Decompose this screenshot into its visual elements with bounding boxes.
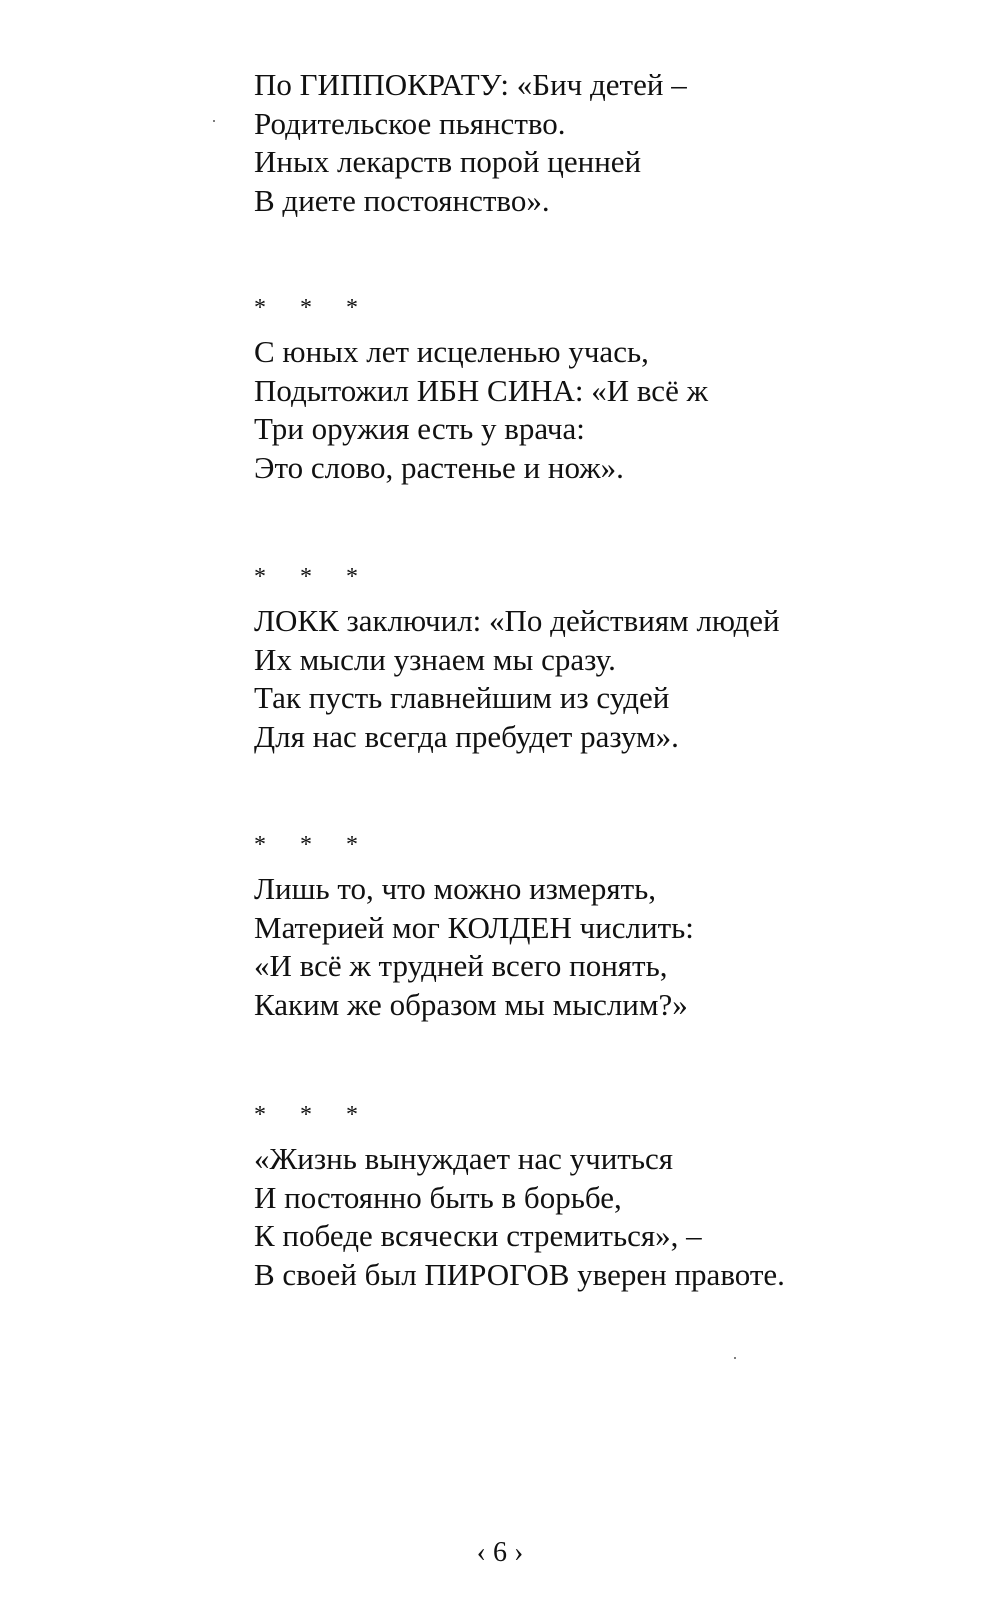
verse-line: Материей мог КОЛДЕН числить:: [254, 909, 694, 945]
verse-line: Три оружия есть у врача:: [254, 411, 585, 446]
verse-line: ЛОКК заключил: «По действиям людей: [254, 603, 780, 638]
verse-line: Для нас всегда пребудет разум».: [254, 718, 679, 754]
stanza-separator: * * *: [254, 564, 372, 590]
stanza-3: [254, 562, 954, 756]
page-number: ‹ 6 ›: [476, 1537, 524, 1568]
stanza-2: [254, 293, 954, 487]
verse-line: Их мысли узнаем мы сразу.: [254, 641, 616, 677]
verse-line: «Жизнь вынуждает нас учиться: [254, 1141, 673, 1176]
verse-line: Иных лекарств порой ценней: [254, 144, 642, 179]
verse-line: По ГИППОКРАТУ: «Бич детей –: [254, 67, 687, 102]
verse-line: И постоянно быть в борьбе,: [254, 1179, 622, 1215]
verse-line: Так пусть главнейшим из судей: [254, 680, 670, 715]
stanza-separator: * * *: [254, 832, 372, 858]
verse-line: Это слово, растенье и нож».: [254, 449, 624, 485]
scan-speck: [734, 1357, 736, 1359]
scan-speck: [213, 120, 215, 122]
stanza-5: [254, 1100, 954, 1294]
stanza-separator: * * *: [254, 295, 372, 321]
verse-line: С юных лет исцеленью учась,: [254, 334, 649, 369]
verse-line: К победе всячески стремиться», –: [254, 1218, 702, 1253]
verse-line: Лишь то, что можно измерять,: [254, 871, 657, 906]
stanza-1: [254, 66, 954, 220]
verse-line: Каким же образом мы мыслим?»: [254, 986, 688, 1022]
verse-line: В своей был ПИРОГОВ уверен правоте.: [254, 1256, 785, 1292]
verse-line: «И всё ж трудней всего понять,: [254, 948, 668, 983]
verse-line: Родительское пьянство.: [254, 105, 566, 141]
stanza-4: [254, 830, 954, 1024]
verse-line: Подытожил ИБН СИНА: «И всё ж: [254, 372, 708, 408]
stanza-separator: * * *: [254, 1102, 372, 1128]
verse-line: В диете постоянство».: [254, 182, 550, 218]
